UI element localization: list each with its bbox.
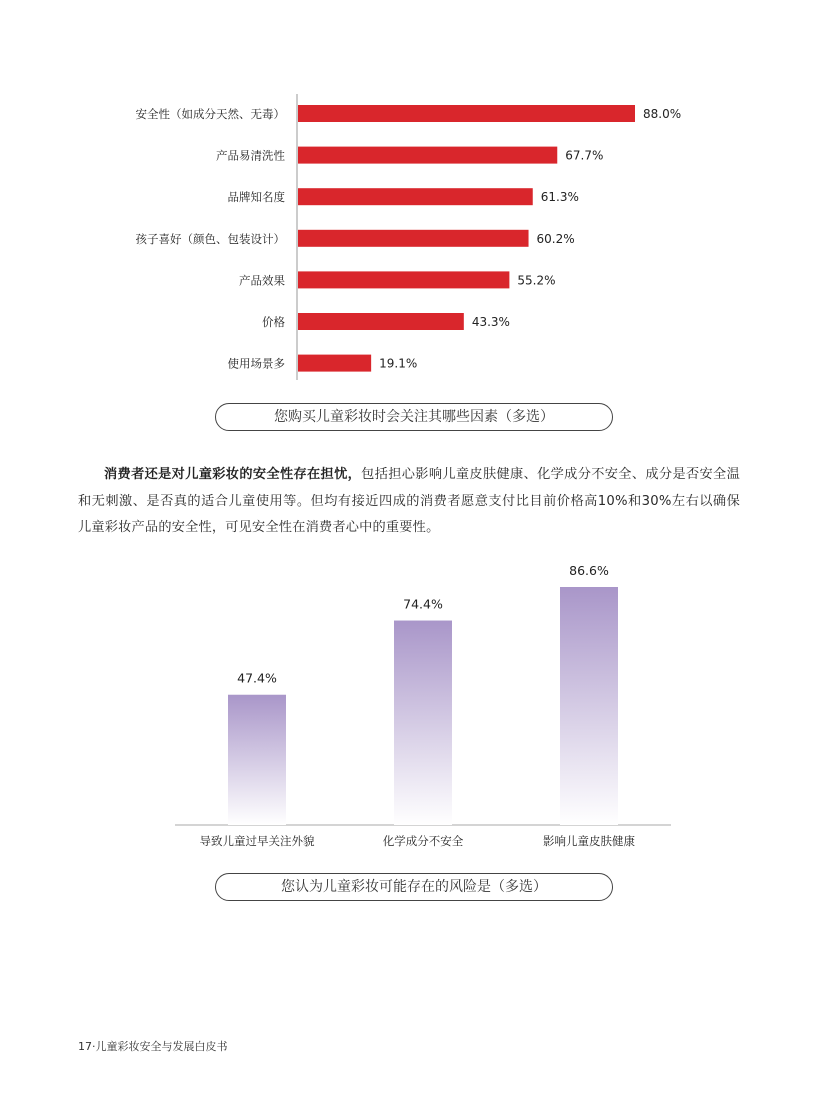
category-label-2: 品牌知名度 (227, 190, 285, 205)
body-paragraph (78, 462, 740, 542)
value-label-1: 67.7% (565, 148, 604, 163)
value-label-6: 19.1% (379, 356, 418, 371)
horizontal-bar-chart (0, 88, 816, 388)
value-label-2: 86.6% (569, 563, 609, 578)
category-label-0: 导致儿童过早关注外貌 (199, 834, 315, 848)
value-label-2: 61.3% (540, 190, 579, 205)
bar-3 (298, 230, 529, 247)
chart1-caption: 您购买儿童彩妆时会关注其哪些因素（多选） (215, 403, 613, 431)
category-label-2: 影响儿童皮肤健康 (543, 834, 635, 848)
category-label-6: 使用场景多 (227, 356, 285, 371)
paragraph-lead: 消费者还是对儿童彩妆的安全性存在担忧， (104, 467, 362, 482)
category-label-1: 产品易清洗性 (216, 148, 285, 163)
bar-1 (298, 147, 557, 164)
bar-0 (228, 695, 286, 825)
value-label-0: 88.0% (643, 107, 682, 121)
vertical-bar-chart (0, 555, 816, 855)
category-label-3: 孩子喜好（颜色、包装设计） (135, 231, 285, 246)
value-label-5: 43.3% (471, 315, 510, 329)
value-label-0: 47.4% (237, 670, 277, 686)
bar-2 (560, 587, 618, 825)
page-footer: 17·儿童彩妆安全与发展白皮书 (78, 1040, 228, 1053)
category-label-0: 安全性（如成分天然、无毒） (135, 107, 285, 121)
chart2-caption: 您认为儿童彩妆可能存在的风险是（多选） (215, 873, 613, 901)
paragraph-body: 包括担心影响儿童皮肤健康、化学成分不安全、成分是否安全温和无刺激、是否真的适合儿童使用等。但均有接近四成的消费者愿意支付比目前价格高10%和30%左右以确保儿童彩妆产品的安全性，可见安全性在消费者心中的重要性。 (78, 467, 740, 535)
bar-5 (298, 313, 464, 330)
bar-2 (298, 188, 533, 205)
category-label-1: 化学成分不安全 (382, 834, 464, 848)
value-label-3: 60.2% (536, 231, 575, 246)
bar-6 (298, 355, 371, 372)
bar-0 (298, 105, 635, 122)
bar-4 (298, 271, 509, 288)
category-label-4: 产品效果 (239, 273, 285, 288)
category-label-5: 价格 (262, 315, 285, 329)
value-label-4: 55.2% (517, 273, 556, 288)
bar-1 (394, 621, 452, 825)
value-label-1: 74.4% (403, 596, 443, 612)
